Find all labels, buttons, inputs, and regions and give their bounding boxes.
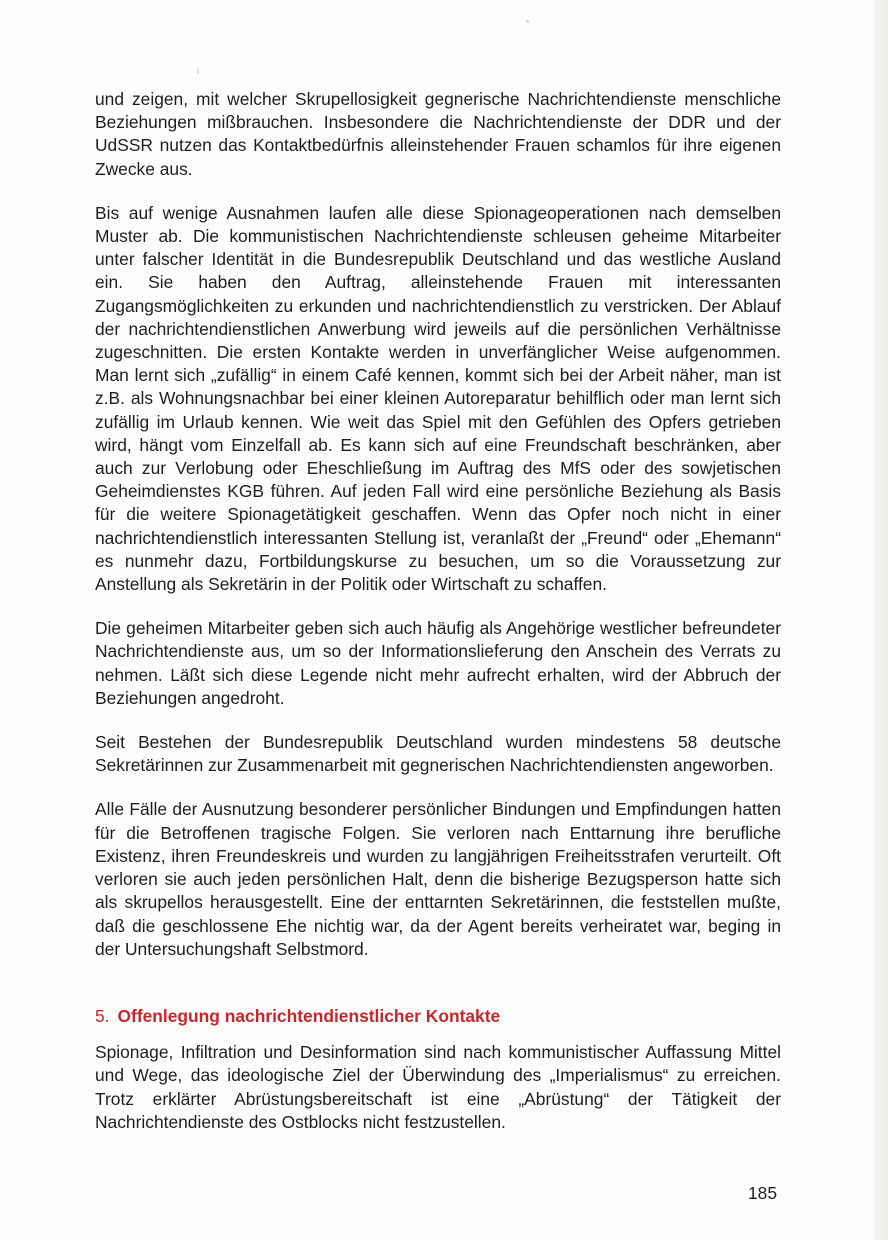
body-text bbox=[95, 88, 781, 1155]
paper-speck bbox=[526, 20, 529, 23]
paragraph: Spionage, Infiltration und Desinformation sind nach kommunistischer Auffassung Mittel und Wege, das ideologische Ziel der Überwindung des „Imperialismus“ zu erreichen. Trotz erklärter Abrüstungsbereitschaft ist eine „Abrüstung“ der Tätigkeit der Nachrichtendienste des Ostblocks nicht festzustellen. bbox=[95, 1042, 781, 1132]
paragraph: Bis auf wenige Ausnahmen laufen alle diese Spionageoperationen nach demselben Muster ab. Die kommunistischen Nachrichtendienste schleusen geheime Mitarbeiter unter falscher Identität in die Bundesrepublik Deutschland und das westliche Ausland ein. Sie haben den Auftrag, alleinstehende Frauen mit interessanten Zugangsmöglichkeiten zu erkunden und nachrichtendienstlich zu verstricken. Der Ablauf der nachrichtendienstlichen Anwerbung wird jeweils auf die persönlichen Verhältnisse zugeschnitten. Die ersten Kontakte werden in unverfänglicher Weise aufgenommen. Man lernt sich „zufällig“ in einem Café kennen, kommt sich bei der Arbeit näher, man ist z.B. als Wohnungsnachbar bei einer kleinen Autoreparatur behilflich oder man lernt sich zufällig im Urlaub kennen. Wie weit das Spiel mit den Gefühlen des Opfers getrieben wird, hängt vom Einzelfall ab. Es kann sich auf eine Freundschaft beschränken, aber auch zur Verlobung oder Eheschließung im Auftrag des MfS oder des sowjetischen Geheimdienstes KGB führen. Auf jeden Fall wird eine persönliche Beziehung als Basis für die weitere Spionagetätigkeit geschaffen. Wenn das Opfer noch nicht in einer nachrichtendienstlich interessanten Stellung ist, veranlaßt der „Freund“ oder „Ehemann“ es nunmehr dazu, Fortbildungskurse zu besuchen, um so die Voraussetzung zur Anstellung als Sekretärin in der Politik oder Wirtschaft zu schaffen. bbox=[95, 202, 781, 595]
paragraph: Alle Fälle der Ausnutzung besonderer persönlicher Bindungen und Empfindungen hatten für die Betroffenen tragische Folgen. Sie verloren nach Enttarnung ihre berufliche Existenz, ihren Freundeskreis und wurden zu langjährigen Freiheitsstrafen verurteilt. Oft verloren sie auch jeden persönlichen Halt, denn die bisherige Bezugsperson hatte sich als skrupellos herausgestellt. Eine der enttarnten Sekretärinnen, die feststellen mußte, daß die geschlossene Ehe nichtig war, da der Agent bereits verheiratet war, beging in der Untersuchungshaft Selbstmord. bbox=[95, 799, 781, 959]
paragraph: und zeigen, mit welcher Skrupellosigkeit gegnerische Nachrichtendienste menschliche Beziehungen mißbrauchen. Insbesondere die Nachrichtendienste der DDR und der UdSSR nutzen das Kontaktbedürfnis alleinstehender Frauen schamlos für ihre eigenen Zwecke aus. bbox=[95, 89, 781, 179]
paper-speck bbox=[197, 68, 199, 74]
page-number: 185 bbox=[747, 1183, 777, 1203]
section-heading bbox=[95, 1005, 781, 1028]
paragraph: Seit Bestehen der Bundesrepublik Deutschland wurden mindestens 58 deutsche Sekretärinnen zur Zusammenarbeit mit gegnerischen Nachrichtendiensten angeworben. bbox=[95, 732, 781, 776]
scan-edge bbox=[874, 0, 888, 1240]
paragraph: Die geheimen Mitarbeiter geben sich auch häufig als Angehörige westlicher befreundeter Nachrichtendienste aus, um so der Informationslieferung den Anschein des Verrats zu nehmen. Läßt sich diese Legende nicht mehr aufrecht erhalten, wird der Abbruch der Beziehungen angedroht. bbox=[95, 618, 781, 708]
section-title: Offenlegung nachrichtendienstlicher Kontakte bbox=[117, 1005, 501, 1026]
section-number: 5. bbox=[95, 1005, 110, 1026]
